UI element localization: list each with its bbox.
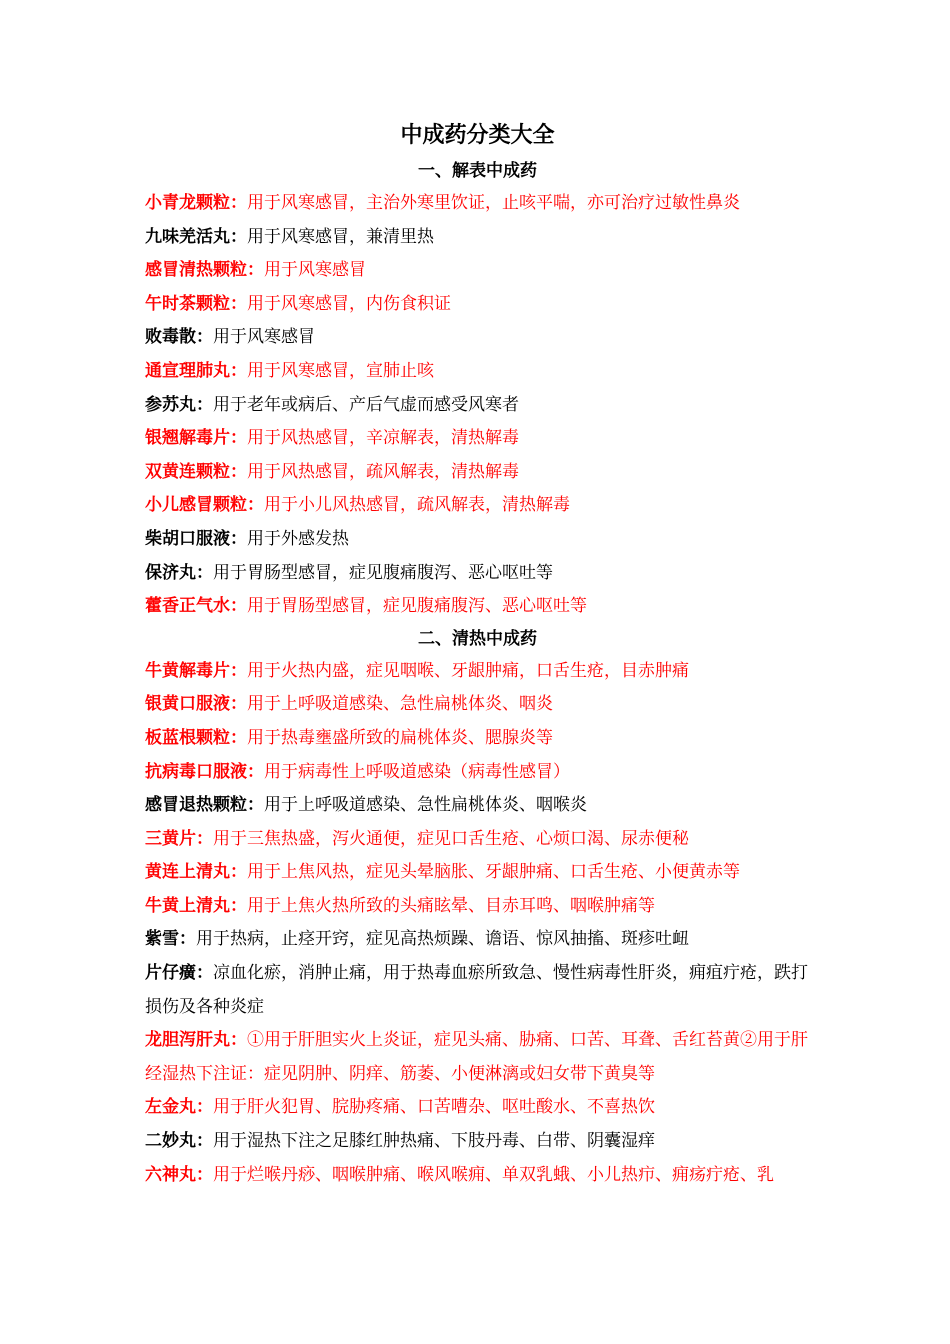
medicine-entry: [145, 856, 810, 890]
medicine-entry: [145, 590, 810, 624]
medicine-name: 片仔癀：: [145, 963, 213, 984]
medicine-description: 用于病毒性上呼吸道感染（病毒性感冒）: [264, 761, 570, 782]
medicine-name: 左金丸：: [145, 1097, 213, 1118]
medicine-name: 紫雪：: [145, 929, 196, 950]
medicine-description: 凉血化瘀，消肿止痛，用于热毒血瘀所致急、慢性病毒性肝炎，痈疽疔疮，跌打损伤及各种炎症: [145, 963, 808, 1017]
medicine-entry: [145, 557, 810, 591]
medicine-entry: [145, 1024, 810, 1091]
medicine-description: 用于胃肠型感冒，症见腹痛腹泻、恶心呕吐等: [213, 562, 553, 583]
medicine-description: 用于上呼吸道感染、急性扁桃体炎、咽喉炎: [264, 795, 587, 816]
medicine-description: 用于小儿风热感冒，疏风解表，清热解毒: [264, 495, 570, 516]
medicine-entry: [145, 456, 810, 490]
medicine-name: 感冒清热颗粒：: [145, 260, 264, 281]
medicine-name: 双黄连颗粒：: [145, 461, 247, 482]
medicine-entry: [145, 321, 810, 355]
medicine-entry: [145, 655, 810, 689]
medicine-description: ①用于肝胆实火上炎证，症见头痛、胁痛、口苦、耳聋、舌红苔黄②用于肝经湿热下注证：症见阴肿、阴痒、筋萎、小便淋漓或妇女带下黄臭等: [145, 1030, 808, 1084]
medicine-description: 用于胃肠型感冒，症见腹痛腹泻、恶心呕吐等: [247, 596, 587, 617]
medicine-name: 午时茶颗粒：: [145, 293, 247, 314]
medicine-entry: [145, 1159, 810, 1193]
medicine-entry: [145, 254, 810, 288]
medicine-entry: [145, 722, 810, 756]
medicine-name: 板蓝根颗粒：: [145, 727, 247, 748]
medicine-name: 三黄片：: [145, 828, 213, 849]
medicine-entry: [145, 288, 810, 322]
medicine-entry: [145, 489, 810, 523]
medicine-entry: [145, 890, 810, 924]
medicine-description: 用于风寒感冒: [264, 260, 366, 281]
medicine-name: 牛黄解毒片：: [145, 660, 247, 681]
document-content: [145, 116, 810, 1192]
medicine-description: 用于风寒感冒，主治外寒里饮证，止咳平喘，亦可治疗过敏性鼻炎: [247, 193, 740, 213]
medicine-entry: [145, 355, 810, 389]
medicine-name: 藿香正气水：: [145, 596, 247, 617]
medicine-description: 用于上焦风热，症见头晕脑胀、牙龈肿痛、口舌生疮、小便黄赤等: [247, 862, 740, 883]
medicine-name: 黄连上清丸：: [145, 862, 247, 883]
section-heading: 二、清热中成药: [418, 628, 537, 649]
medicine-description: 用于热毒壅盛所致的扁桃体炎、腮腺炎等: [247, 727, 553, 748]
medicine-entry: [145, 923, 810, 957]
medicine-entry: [145, 823, 810, 857]
medicine-description: 用于三焦热盛，泻火通便，症见口舌生疮、心烦口渴、尿赤便秘: [213, 828, 689, 849]
document-title: 中成药分类大全: [400, 123, 555, 148]
medicine-name: 通宣理肺丸：: [145, 360, 247, 381]
medicine-name: 败毒散：: [145, 327, 213, 348]
medicine-description: 用于烂喉丹痧、咽喉肿痛、喉风喉痈、单双乳蛾、小儿热疖、痈疡疔疮、乳: [213, 1164, 774, 1185]
sections-container: [145, 156, 810, 1192]
medicine-name: 感冒退热颗粒：: [145, 795, 264, 816]
medicine-name: 龙胆泻肝丸：: [145, 1030, 247, 1051]
medicine-name: 小青龙颗粒：: [145, 193, 247, 213]
medicine-entry: [145, 422, 810, 456]
medicine-name: 小儿感冒颗粒：: [145, 495, 264, 516]
medicine-entry: [145, 187, 810, 221]
medicine-description: 用于老年或病后、产后气虚而感受风寒者: [213, 394, 519, 415]
medicine-name: 九味羌活丸：: [145, 226, 247, 247]
medicine-entry: [145, 756, 810, 790]
medicine-name: 柴胡口服液：: [145, 528, 247, 549]
medicine-entry: [145, 957, 810, 1024]
medicine-description: 用于火热内盛，症见咽喉、牙龈肿痛，口舌生疮，目赤肿痛: [247, 660, 689, 681]
medicine-entry: [145, 688, 810, 722]
section-heading: 一、解表中成药: [418, 161, 537, 181]
medicine-name: 参苏丸：: [145, 394, 213, 415]
medicine-name: 六神丸：: [145, 1164, 213, 1185]
medicine-entry: [145, 221, 810, 255]
medicine-name: 保济丸：: [145, 562, 213, 583]
medicine-description: 用于风寒感冒，兼清里热: [247, 226, 434, 247]
medicine-description: 用于湿热下注之足膝红肿热痛、下肢丹毒、白带、阴囊湿痒: [213, 1131, 655, 1152]
medicine-entry: [145, 523, 810, 557]
medicine-description: 用于风热感冒，疏风解表，清热解毒: [247, 461, 519, 482]
medicine-entry: [145, 1091, 810, 1125]
medicine-description: 用于外感发热: [247, 528, 349, 549]
medicine-description: 用于风寒感冒，宣肺止咳: [247, 360, 434, 381]
medicine-description: 用于风寒感冒: [213, 327, 315, 348]
medicine-name: 银翘解毒片：: [145, 428, 247, 449]
medicine-description: 用于风寒感冒，内伤食积证: [247, 293, 451, 314]
medicine-description: 用于上焦火热所致的头痛眩晕、目赤耳鸣、咽喉肿痛等: [247, 895, 655, 916]
medicine-description: 用于热病，止痉开窍，症见高热烦躁、谵语、惊风抽搐、斑疹吐衄: [196, 929, 689, 950]
medicine-name: 抗病毒口服液：: [145, 761, 264, 782]
medicine-entry: [145, 789, 810, 823]
medicine-description: 用于风热感冒，辛凉解表，清热解毒: [247, 428, 519, 449]
medicine-description: 用于上呼吸道感染、急性扁桃体炎、咽炎: [247, 694, 553, 715]
medicine-name: 银黄口服液：: [145, 694, 247, 715]
medicine-name: 牛黄上清丸：: [145, 895, 247, 916]
medicine-entry: [145, 389, 810, 423]
medicine-description: 用于肝火犯胃、脘胁疼痛、口苦嘈杂、呕吐酸水、不喜热饮: [213, 1097, 655, 1118]
medicine-entry: [145, 1125, 810, 1159]
medicine-name: 二妙丸：: [145, 1131, 213, 1152]
